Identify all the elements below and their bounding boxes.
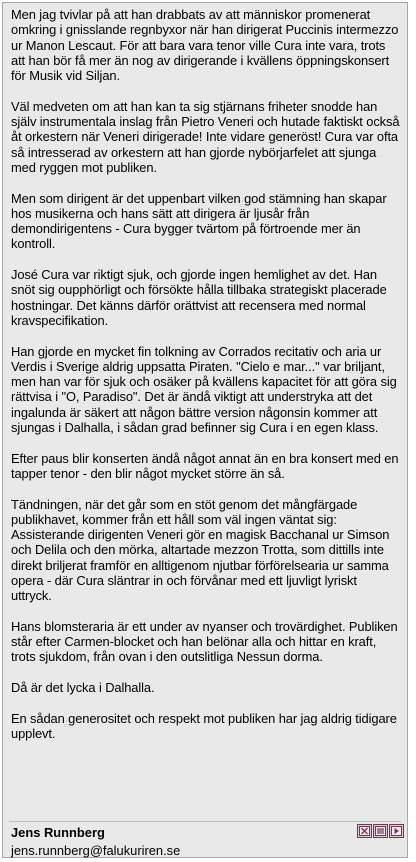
close-icon [359, 826, 370, 836]
article-toolbar [357, 824, 404, 838]
article-paragraph: Väl medveten om att han kan ta sig stjärnans friheter snodde han själv instrumentala inslag från Pietro Veneri och hutade faktiskt också åt orkestern när Veneri dirigerade! Inte vidare generöst! Cura var ofta så intresserad av orkestern att han gjorde nybörjarfelet att sjunga med ryggen mot publiken. [11, 98, 400, 175]
article-paragraph: En sådan generositet och respekt mot publiken har jag aldrig tidigare upplevt. [11, 710, 397, 741]
list-button[interactable] [373, 824, 388, 838]
close-button[interactable] [357, 824, 372, 838]
list-icon [375, 826, 386, 836]
article-paragraph: Han gjorde en mycket fin tolkning av Corrados recitativ och aria ur Verdis i Sverige aldrig uppsatta Piraten. "Cielo e mar..." var briljant, men han var för sjuk och osäker på kvällens kapacitet för att göra sig rättvisa i "O, Paradiso". Det är ändå viktigt att understryka att det ingalunda är säkert att någon bättre version någonsin kommer att sjungas i Dalhalla, i sådan grad befinner sig Cura i en egen klass. [11, 343, 397, 436]
next-button[interactable] [389, 824, 404, 838]
author-name: Jens Runnberg [11, 825, 105, 840]
article-panel [2, 2, 408, 858]
article-paragraph: Men som dirigent är det uppenbart vilken god stämning han skapar hos musikerna och hans sätt att dirigera är ljusår från demondirigentens - Cura bygger tvärtom på förtroende mer än kontroll. [11, 190, 387, 252]
article-paragraph: José Cura var riktigt sjuk, och gjorde ingen hemlighet av det. Han snöt sig oupphörligt och försökte hålla tillbaka strategiskt placerade hostningar. Det känns därför orättvist att recensera med normal kravspecifikation. [11, 267, 387, 328]
article-paragraph: Tändningen, när det går som en stöt genom det mångfärgade publikhavet, kommer från ett håll som väl ingen väntat sig: Assisterande dirigenten Veneri gör en magisk Bacchanal ur Simson och Delila och den mörka, altartade mezzon Trotta, som dittills inte direkt briljerat framför en alltigenom njutbar förförelsearia ur samma opera - där Cura släntrar in och förvånar med ett ljuvligt lyriskt uttryck. [11, 496, 390, 604]
footer-divider [9, 821, 401, 822]
author-email[interactable]: jens.runnberg@falukuriren.se [11, 843, 181, 858]
article-paragraph: Hans blomsteraria är ett under av nyanser och trovärdighet. Publiken står efter Carmen-blocket och han belönar alla och hittar en kraft, trots sjukdom, från ovan i den outslitliga Nessun dorma. [11, 618, 398, 665]
article-paragraph: Men jag tvivlar på att han drabbats av att människor promenerat omkring i gnisslande regnbyxor när han dirigerat Puccinis intermezzo ur Manon Lescaut. För att bara vara tenor ville Cura inte vara, trots att han bör få mer än nog av dirigerande i kvällens öppningskonsert för Musik vid Siljan. [11, 7, 399, 84]
article-paragraph: Då är det lycka i Dalhalla. [11, 680, 155, 696]
article-paragraph: Efter paus blir konserten ändå något annat än en bra konsert med en tapper tenor - den blir något mycket större än så. [11, 450, 399, 481]
next-arrow-icon [391, 826, 402, 836]
